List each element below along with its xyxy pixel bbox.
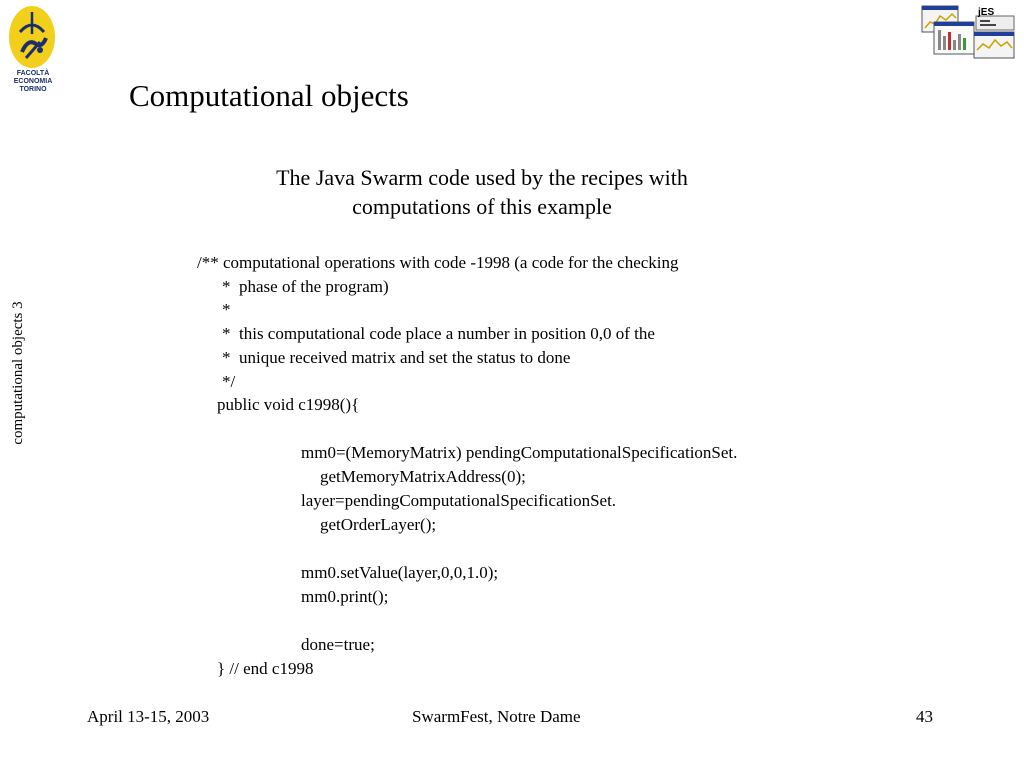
code-line: public void c1998(){ <box>217 395 360 414</box>
subtitle-line: The Java Swarm code used by the recipes with <box>276 165 688 190</box>
logo-text <box>6 70 60 94</box>
code-line: */ <box>222 372 236 391</box>
logo-text-line: FACOLTÀ <box>16 70 50 77</box>
jes-screenshot-collage-icon <box>920 4 1016 60</box>
code-line: * phase of the program) <box>222 277 389 296</box>
code-line: * unique received matrix and set the status to done <box>222 348 571 367</box>
page-number: 43 <box>916 707 933 726</box>
code-line: } // end c1998 <box>217 659 314 678</box>
code-line: * <box>222 300 231 319</box>
code-line: done=true; <box>301 635 375 654</box>
code-line: mm0.print(); <box>301 587 389 606</box>
logo-text-line: TORINO <box>19 86 47 93</box>
code-line: getOrderLayer(); <box>320 515 437 534</box>
side-label <box>6 290 30 456</box>
code-line: mm0.setValue(layer,0,0,1.0); <box>301 563 499 582</box>
code-line: mm0=(MemoryMatrix) pendingComputationalSpecificationSet. <box>301 443 738 462</box>
footer-event: SwarmFest, Notre Dame <box>412 707 581 726</box>
jes-label: jES <box>978 7 995 18</box>
faculty-logo <box>6 4 60 100</box>
side-label-text: computational objects 3 <box>10 301 26 445</box>
jes-logo <box>920 4 1016 60</box>
code-line: getMemoryMatrixAddress(0); <box>320 467 526 486</box>
code-line: /** computational operations with code -1998 (a code for the checking <box>197 253 679 272</box>
university-emblem-icon <box>6 4 60 70</box>
slide-title: Computational objects <box>129 78 409 113</box>
code-line: * this computational code place a number in position 0,0 of the <box>222 324 655 343</box>
footer-date: April 13-15, 2003 <box>87 707 210 726</box>
slide-subtitle <box>190 163 774 221</box>
logo-text-line: ECONOMIA <box>13 78 53 85</box>
code-line: layer=pendingComputationalSpecificationSet. <box>301 491 617 510</box>
subtitle-line: computations of this example <box>352 194 612 219</box>
